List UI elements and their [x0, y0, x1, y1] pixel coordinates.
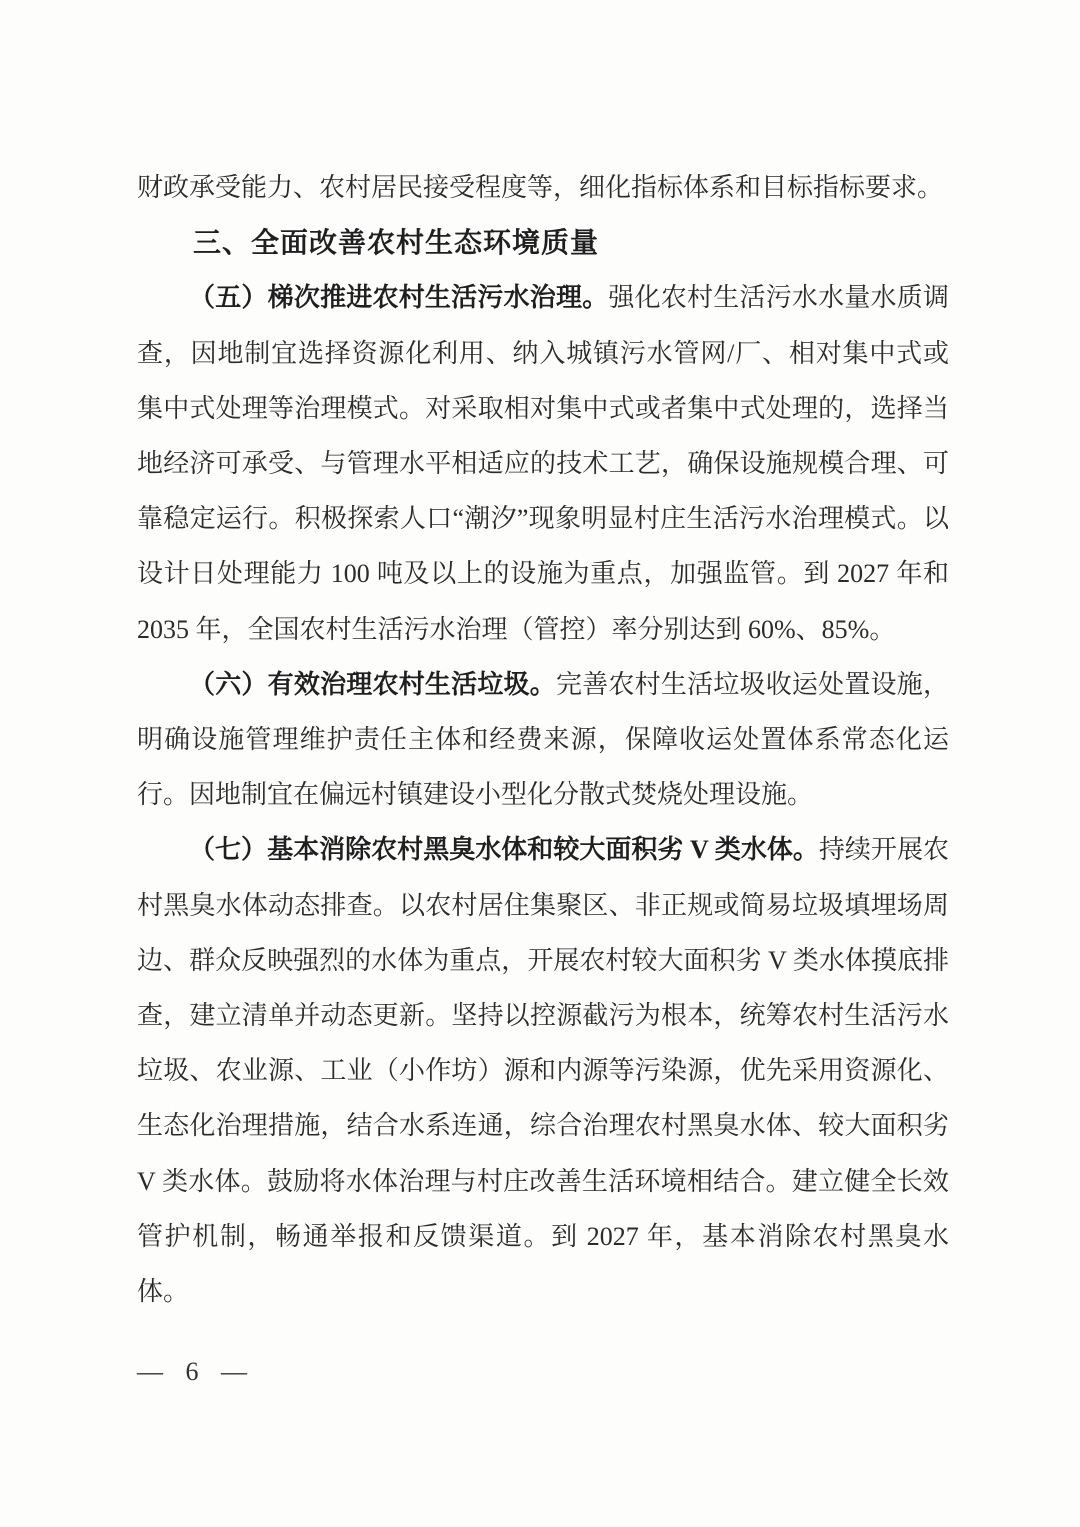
- paragraph-6-text: 完善农村生活垃圾收运处置设施，明确设施管理维护责任主体和经费来源，保障收运处置体系常态化运行。因地制宜在偏远村镇建设小型化分散式焚烧处理设施。: [137, 669, 949, 810]
- paragraph-5-lead: （五）梯次推进农村生活污水治理。: [189, 283, 609, 313]
- paragraph-5-text: 强化农村生活污水水量水质调查，因地制宜选择资源化利用、纳入城镇污水管网/厂、相对集中式或集中式处理等治理模式。对采取相对集中式或者集中式处理的，选择当地经济可承受、与管理水平相适应的技术工艺，确保设施规模合理、可靠稳定运行。积极探索人口“潮汐”现象明显村庄生活污水治理模式。以设计日处理能力 100 吨及以上的设施为重点，加强监管。到 2027 年和 2035 年，全国农村生活污水治理（管控）率分别达到 60%、85%。: [137, 283, 949, 644]
- page-number: — 6 —: [137, 1357, 247, 1386]
- paragraph-item-5: [137, 270, 949, 656]
- paragraph-7-text: 持续开展农村黑臭水体动态排查。以农村居住集聚区、非正规或简易垃圾填埋场周边、群众反映强烈的水体为重点，开展农村较大面积劣 V 类水体摸底排查，建立清单并动态更新。坚持以控源截污为根本，统筹农村生活污水垃圾、农业源、工业（小作坊）源和内源等污染源，优先采用资源化、生态化治理措施，结合水系连通，综合治理农村黑臭水体、较大面积劣 V 类水体。鼓励将水体治理与村庄改善生活环境相结合。建立健全长效管护机制，畅通举报和反馈渠道。到 2027 年，基本消除农村黑臭水体。: [137, 835, 949, 1307]
- paragraph-7-lead: （七）基本消除农村黑臭水体和较大面积劣 V 类水体。: [189, 835, 819, 865]
- paragraph-item-6: [137, 657, 949, 823]
- paragraph-continuation: 财政承受能力、农村居民接受程度等，细化指标体系和目标指标要求。: [137, 173, 944, 202]
- document-body: [137, 160, 949, 1319]
- paragraph-item-7: [137, 822, 949, 1319]
- paragraph-6-lead: （六）有效治理农村生活垃圾。: [189, 669, 556, 699]
- section-heading: 三、全面改善农村生态环境质量: [193, 227, 600, 259]
